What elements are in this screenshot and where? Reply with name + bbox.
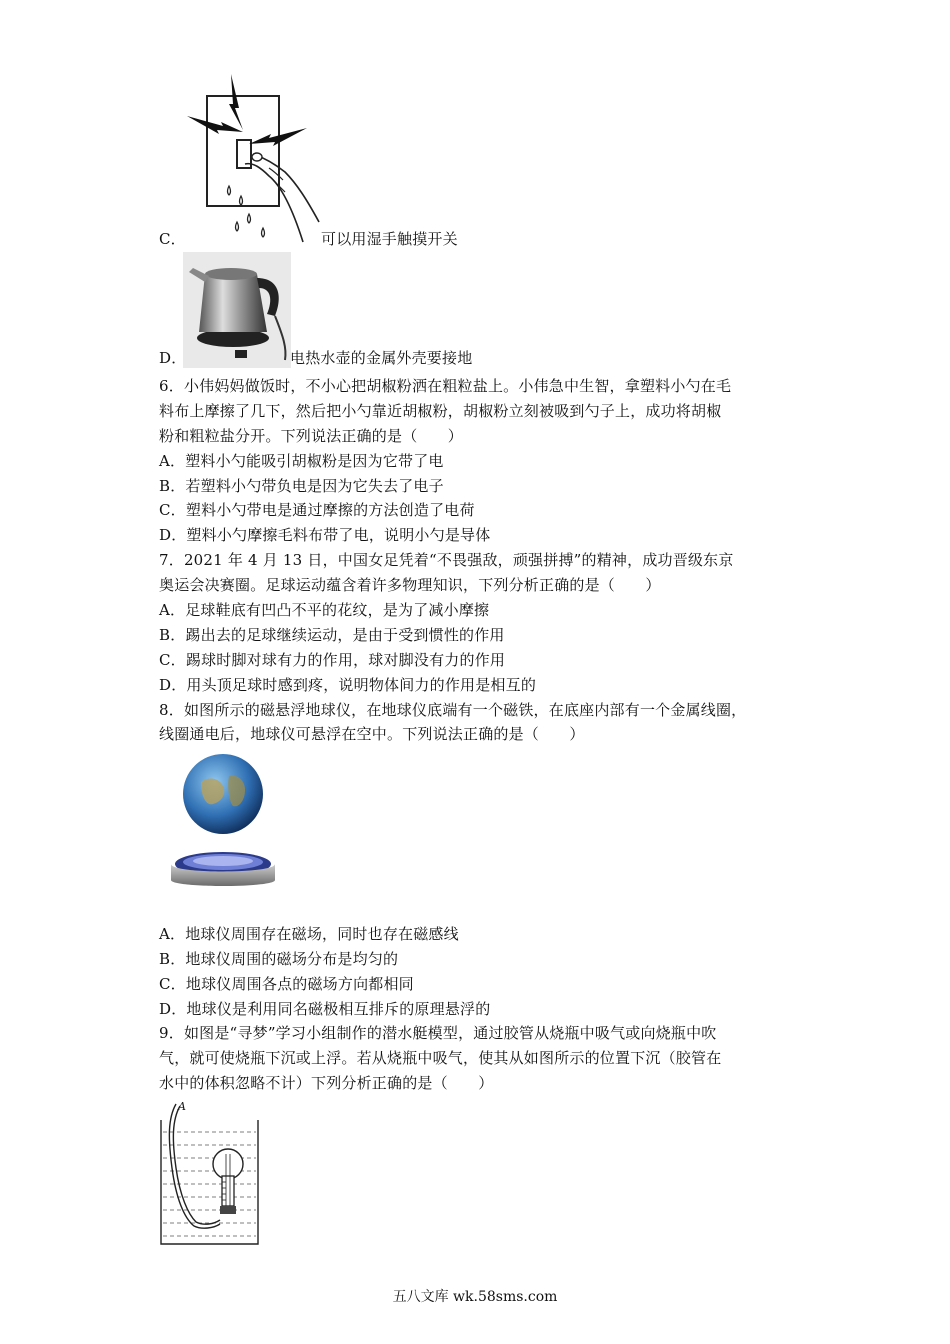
q7-option-a: A．足球鞋底有凹凸不平的花纹，是为了减小摩擦 xyxy=(159,601,490,619)
q9-stem-line-1: 9．如图是“寻梦”学习小组制作的潜水艇模型，通过胶管从烧瓶中吸气或向烧瓶中吹 xyxy=(159,1024,717,1042)
option-c-label: C． xyxy=(159,230,186,248)
q8-option-b: B．地球仪周围的磁场分布是均匀的 xyxy=(159,950,399,968)
submarine-model-figure xyxy=(158,1098,262,1248)
q6-option-c: C．塑料小勺带电是通过摩擦的方法创造了电荷 xyxy=(159,501,475,519)
q8-stem-line-2: 线圈通电后，地球仪可悬浮在空中。下列说法正确的是（ ） xyxy=(159,725,585,743)
wet-hand-switch-figure xyxy=(183,72,323,248)
q8-stem-line-1: 8．如图所示的磁悬浮地球仪，在地球仪底端有一个磁铁，在底座内部有一个金属线圈， xyxy=(159,701,747,719)
q6-stem-line-1: 6．小伟妈妈做饭时，不小心把胡椒粉洒在粗粒盐上。小伟急中生智，拿塑料小勺在毛 xyxy=(159,377,732,395)
tube-end-label: A xyxy=(178,1100,186,1113)
q7-option-b: B．踢出去的足球继续运动，是由于受到惯性的作用 xyxy=(159,626,505,644)
option-c-text: 可以用湿手触摸开关 xyxy=(321,230,458,248)
electric-kettle-figure xyxy=(183,252,291,368)
q7-stem-line-1: 7．2021 年 4 月 13 日，中国女足凭着“不畏强敌，顽强拼搏”的精神，成功晋级东京 xyxy=(159,551,734,569)
q6-stem-line-2: 料布上摩擦了几下，然后把小勺靠近胡椒粉，胡椒粉立刻被吸到勺子上，成功将胡椒 xyxy=(159,402,722,420)
q6-option-d: D．塑料小勺摩擦毛料布带了电，说明小勺是导体 xyxy=(159,526,491,544)
q8-option-c: C．地球仪周围各点的磁场方向都相同 xyxy=(159,975,414,993)
maglev-globe-figure xyxy=(165,752,280,898)
q6-option-a: A．塑料小勺能吸引胡椒粉是因为它带了电 xyxy=(159,452,444,470)
option-d-label: D． xyxy=(159,349,187,367)
q7-option-d: D．用头顶足球时感到疼，说明物体间力的作用是相互的 xyxy=(159,676,537,694)
q6-option-b: B．若塑料小勺带负电是因为它失去了电子 xyxy=(159,477,444,495)
q8-option-a: A．地球仪周围存在磁场，同时也存在磁感线 xyxy=(159,925,459,943)
q9-stem-line-3: 水中的体积忽略不计）下列分析正确的是（ ） xyxy=(159,1074,494,1092)
q7-stem-line-2: 奥运会决赛圈。足球运动蕴含着许多物理知识，下列分析正确的是（ ） xyxy=(159,576,661,594)
option-c xyxy=(159,229,458,249)
q6-stem-line-3: 粉和粗粒盐分开。下列说法正确的是（ ） xyxy=(159,427,464,445)
q7-option-c: C．踢球时脚对球有力的作用，球对脚没有力的作用 xyxy=(159,651,506,669)
option-d-text: 电热水壶的金属外壳要接地 xyxy=(290,349,473,367)
q8-option-d: D．地球仪是利用同名磁极相互排斥的原理悬浮的 xyxy=(159,1000,491,1018)
option-d xyxy=(159,348,473,368)
q9-stem-line-2: 气，就可使烧瓶下沉或上浮。若从烧瓶中吸气，使其从如图所示的位置下沉（胶管在 xyxy=(159,1049,722,1067)
footer-watermark: 五八文库 wk.58sms.com xyxy=(392,1289,558,1305)
